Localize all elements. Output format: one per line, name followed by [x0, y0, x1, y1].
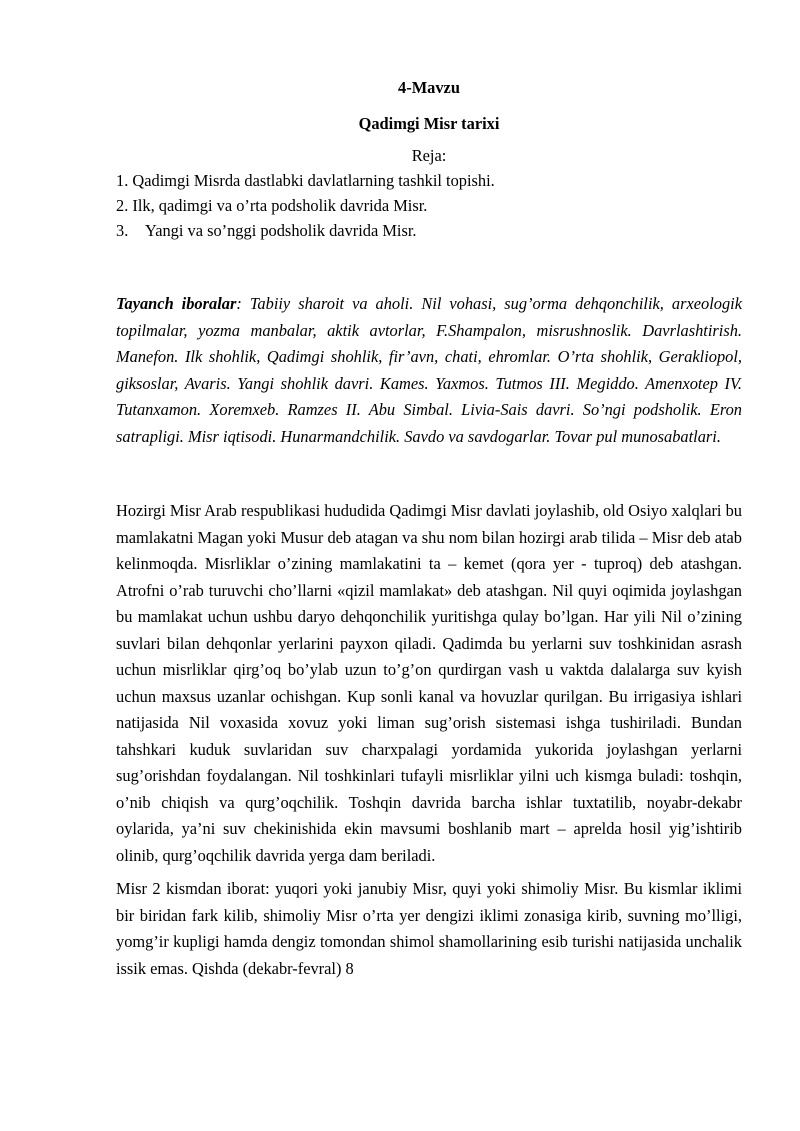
plan-item	[116, 168, 742, 193]
keywords-colon: :	[236, 294, 242, 313]
plan-item-number: 1.	[116, 171, 129, 190]
body-paragraph: Misr 2 kismdan iborat: yuqori yoki janubiy Misr, quyi yoki shimoliy Misr. Bu kismlar iklimi bir biridan fark kilib, shimoliy Misr o’rta yer dengizi iklimi zonasiga kirib, suvning mo’lligi, yomg’ir kupligi hamda dengiz tomondan shimol shamollarining esib turishi natijasida unchalik issik emas. Qishda (dekabr-fevral) 8	[116, 879, 742, 978]
page-title: Qadimgi Misr tarixi	[358, 114, 500, 133]
plan-item-text: Qadimgi Misrda dastlabki davlatlarning tashkil topishi.	[132, 171, 495, 190]
plan-item	[116, 218, 742, 243]
plan-label: Reja:	[411, 146, 447, 165]
plan-list	[116, 168, 742, 243]
body-paragraph: Hozirgi Misr Arab respublikasi hududida Qadimgi Misr davlati joylashib, old Osiyo xalqlari bu mamlakatni Magan yoki Musur deb atagan va shu nom bilan hozirgi arab tilida – Misr deb atab kelinmoqda. Misrliklar o’zining mamlakatini ta – kemet (qora yer - tuproq) deb atashgan. Atrofni o’rab turuvchi cho’llarni «qizil mamlakat» deb atashgan. Nil quyi oqimida joylashgan bu mamlakat uchun ushbu daryo dehqonchilik yuritishga qulay bo’lgan. Har yili Nil o’zining suvlari bilan dehqonlar yerlarini payxon qiladi. Qadimda bu yerlarni suv toshkinidan asrash uchun misrliklar qirg’oq bo’ylab uzun to’g’on qurdirgan vash u vaktda dalalarga suv kyish uchun maxsus uzanlar ochishgan. Kup sonli kanal va hovuzlar qurilgan. Bu irrigasiya ishlari natijasida Nil voxasida xovuz yoki liman sug’orish sistemasi ishga tushiriladi. Bundan tahshkari kuduk suvlaridan suv charxpalagi yordamida yukorida joylashgan yerlarni sug’orishdan foydalangan. Nil toshkinlari tufayli misrliklar yilni uch kismga buladi: toshqin, o’nib chiqish va qurg’oqchilik. Toshqin davrida barcha ishlar tuxtatilib, noyabr-dekabr oylarida, ya’ni suv chekinishida ekin mavsumi boshlanib mart – aprelda hosil yig’ishtirib olinib, qurg’oqchilik davrida yerga dam beriladi.	[116, 501, 742, 865]
plan-item-text: Ilk, qadimgi va o’rta podsholik davrida Misr.	[132, 196, 428, 215]
plan-item-number: 2.	[116, 196, 129, 215]
keywords-paragraph	[116, 291, 742, 450]
keywords-text: Tabiiy sharoit va aholi. Nil vohasi, sug’orma dehqonchilik, arxeologik topilmalar, yozma manbalar, aktik avtorlar, F.Shampalon, misrushnoslik. Davrlashtirish. Manefon. Ilk shohlik, Qadimgi shohlik, fir’avn, chati, ehromlar. O’rta shohlik, Gerakliopol, giksoslar, Avaris. Yangi shohlik davri. Kames. Yaxmos. Tutmos III. Megiddo. Amenxotep IV. Tutanxamon. Xoremxeb. Ramzes II. Abu Simbal. Livia-Sais davri. So’ngi podsholik. Eron satrapligi. Misr iqtisodi. Hunarmandchilik. Savdo va savdogarlar. Tovar pul munosabatlari.	[116, 294, 742, 446]
plan-item-number: 3.	[116, 221, 129, 240]
topic-heading: 4-Mavzu	[398, 78, 460, 97]
keywords-label: Tayanch iboralar	[116, 294, 237, 313]
document-page	[116, 76, 742, 982]
plan-item-text: Yangi va so’nggi podsholik davrida Misr.	[145, 221, 417, 240]
plan-item	[116, 193, 742, 218]
